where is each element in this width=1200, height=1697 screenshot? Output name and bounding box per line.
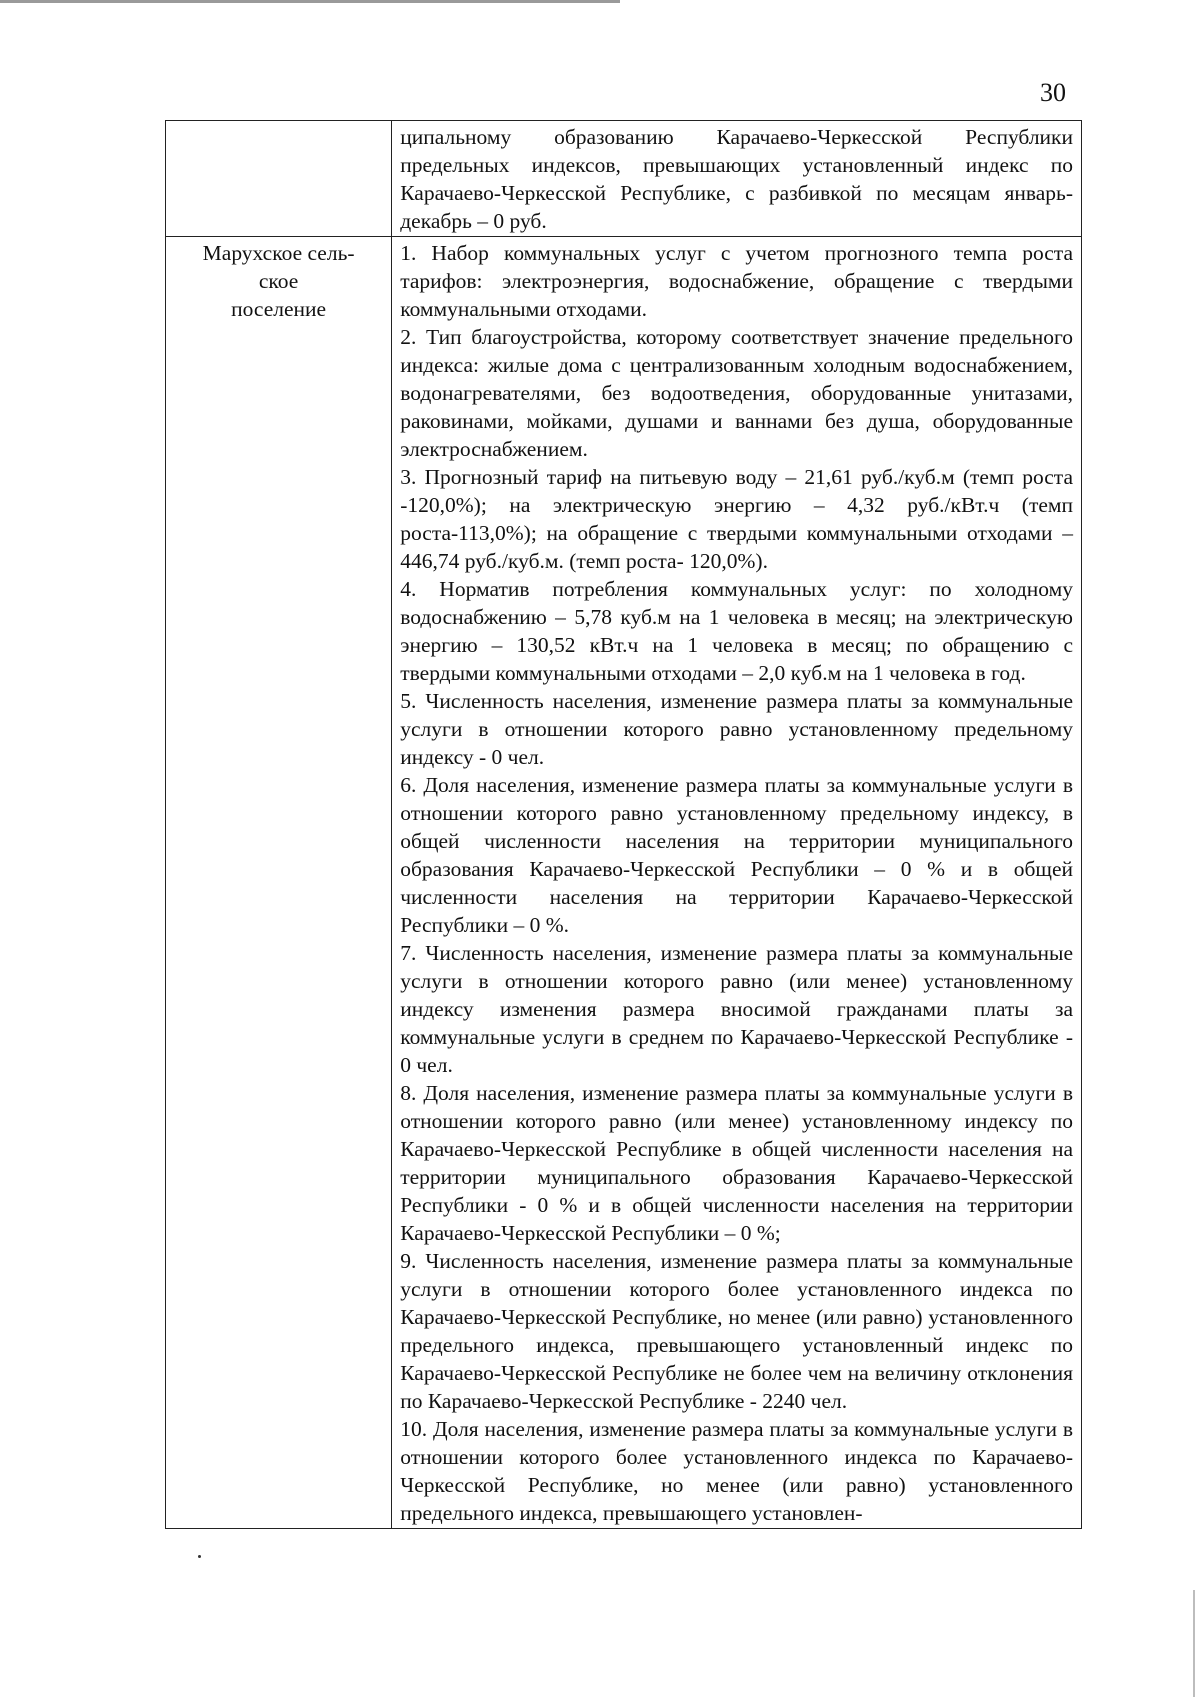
- scan-edge-line: [0, 0, 620, 3]
- municipality-cell: [166, 121, 392, 237]
- paragraph: 6. Доля населения, изменение размера платы за коммунальные услуги в отношении которого равно установленному предельному индексу, в общей численности населения на территории муниципального образования Карачаево-Черкесской Республики – 0 % и в общей численности населения на территории Карачаево-Черкесской Республики – 0 %.: [400, 773, 1073, 937]
- table-row: [166, 121, 1082, 237]
- table-row: [166, 237, 1082, 1529]
- indicators-cell: [392, 121, 1082, 237]
- document-table: [165, 120, 1082, 1529]
- paragraph: 8. Доля населения, изменение размера платы за коммунальные услуги в отношении которого равно (или менее) установленному индексу по Карачаево-Черкесской Республике в общей численности населения на территории муниципального образования Карачаево-Черкесской Республики - 0 % и в общей численности населения на территории Карачаево-Черкесской Республики – 0 %;: [400, 1081, 1073, 1245]
- municipality-cell: [166, 237, 392, 1529]
- page-number: 30: [1040, 78, 1066, 107]
- paragraph: 1. Набор коммунальных услуг с учетом прогнозного темпа роста тарифов: электроэнергия, водоснабжение, обращение с твердыми коммунальными отходами.: [400, 241, 1073, 321]
- paragraph: ципальному образованию Карачаево-Черкесской Республики предельных индексов, превышающих установленный индекс по Карачаево-Черкесской Республике, с разбивкой по месяцам январь-декабрь – 0 руб.: [400, 125, 1073, 233]
- paragraph: 9. Численность населения, изменение размера платы за коммунальные услуги в отношении которого более установленного индекса по Карачаево-Черкесской Республике, но менее (или равно) установленного предельного индекса, превышающего установленный индекс по Карачаево-Черкесской Республике не более чем на величину отклонения по Карачаево-Черкесской Республике - 2240 чел.: [400, 1249, 1073, 1413]
- municipality-name-line: поселение: [231, 297, 327, 321]
- paragraph: 2. Тип благоустройства, которому соответствует значение предельного индекса: жилые дома с централизованным холодным водоснабжением, водонагревателями, без водоотведения, оборудованные унитазами, раковинами, мойками, душами и ваннами без душа, оборудованные электроснабжением.: [400, 325, 1073, 461]
- scan-speck: [198, 1555, 201, 1558]
- paragraph: 7. Численность населения, изменение размера платы за коммунальные услуги в отношении которого равно (или менее) установленному индексу изменения размера вносимой гражданами платы за коммунальные услуги в среднем по Карачаево-Черкесской Республике - 0 чел.: [400, 941, 1073, 1077]
- paragraph: 3. Прогнозный тариф на питьевую воду – 21,61 руб./куб.м (темп роста -120,0%); на электрическую энергию – 4,32 руб./кВт.ч (темп роста-113,0%); на обращение с твердыми коммунальными отходами – 446,74 руб./куб.м. (темп роста- 120,0%).: [400, 465, 1073, 573]
- municipality-name-line: Марухское сель-: [202, 241, 355, 265]
- scan-edge-line: [1193, 1590, 1195, 1697]
- indicators-cell: [392, 237, 1082, 1529]
- paragraph: 10. Доля населения, изменение размера платы за коммунальные услуги в отношении которого более установленного индекса по Карачаево-Черкесской Республике, но менее (или равно) установленного предельного индекса, превышающего установлен-: [400, 1417, 1073, 1525]
- paragraph: 5. Численность населения, изменение размера платы за коммунальные услуги в отношении которого равно установленному предельному индексу - 0 чел.: [400, 689, 1073, 769]
- municipality-name-line: ское: [258, 269, 299, 293]
- paragraph: 4. Норматив потребления коммунальных услуг: по холодному водоснабжению – 5,78 куб.м на 1 человека в месяц; на электрическую энергию – 130,52 кВт.ч на 1 человека в месяц; по обращению с твердыми коммунальными отходами – 2,0 куб.м на 1 человека в год.: [400, 577, 1073, 685]
